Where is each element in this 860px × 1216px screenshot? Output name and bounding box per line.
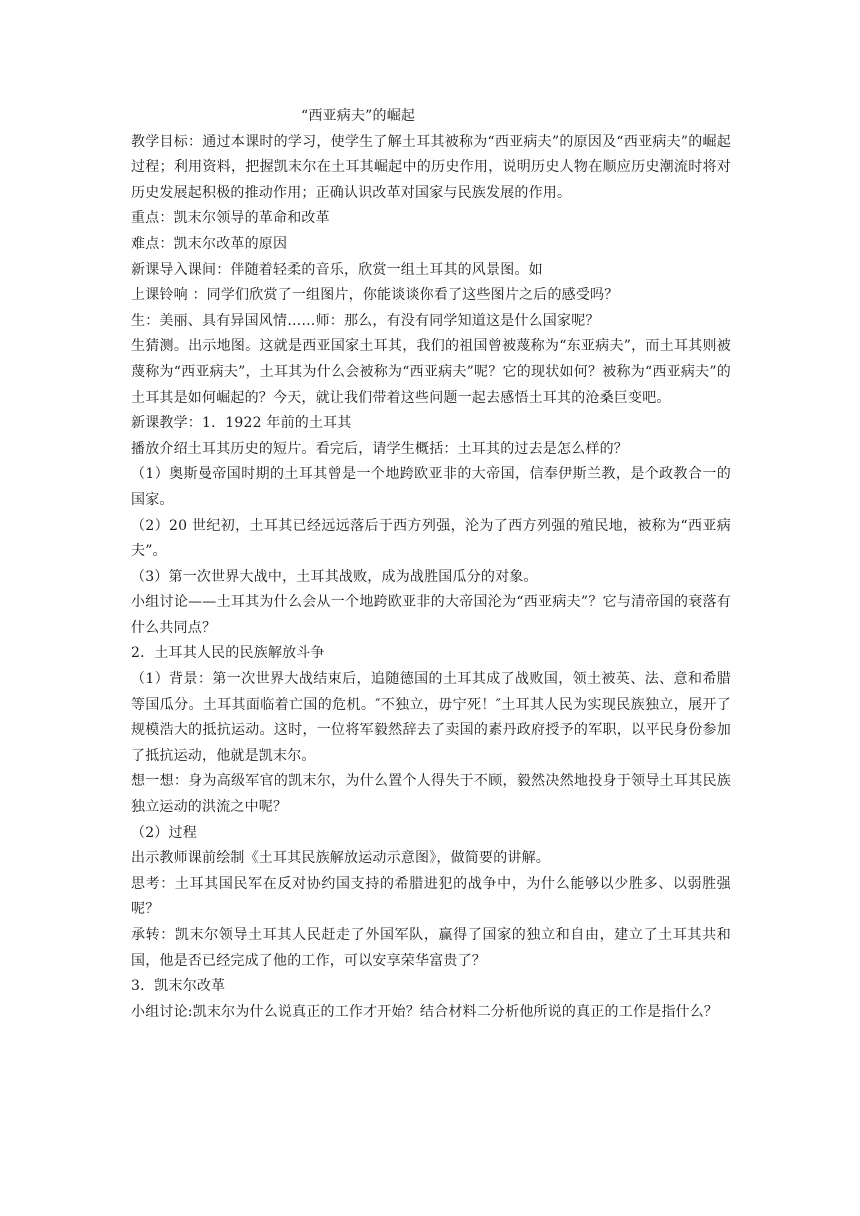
paragraph-objectives: 教学目标：通过本课时的学习，使学生了解土耳其被称为“西亚病夫”的原因及“西亚病夫”的崛起过程；利用资料，把握凯末尔在土耳其崛起中的历史作用，说明历史人物在顺应历史潮流时将对历史发展起积极的推动作用；正确认识改革对国家与民族发展的作用。 (131, 133, 731, 201)
document-body (131, 104, 731, 1025)
document-title: “西亚病夫”的崛起 (301, 108, 416, 124)
paragraph-point-3: （3）第一次世界大战中，土耳其战败，成为战胜国瓜分的对象。 (131, 568, 538, 585)
paragraph-transition: 承转：凯末尔领导土耳其人民赶走了外国军队，赢得了国家的独立和自由，建立了土耳其共和国，他是否已经完成了他的工作，可以安享荣华富贵了？ (131, 927, 731, 969)
paragraph-difficulty: 难点：凯末尔改革的原因 (131, 235, 288, 252)
paragraph-group-discussion: 小组讨论——土耳其为什么会从一个地跨欧亚非的大帝国沦为“西亚病夫”？它与清帝国的衰落有什么共同点？ (131, 594, 731, 636)
paragraph-point-2: （2）20 世纪初，土耳其已经远远落后于西方列强，沦为了西方列强的殖民地，被称为“西亚病夫”。 (131, 517, 731, 560)
paragraph-video: 播放介绍土耳其历史的短片。看完后，请学生概括：土耳其的过去是怎么样的？ (131, 440, 628, 457)
paragraph-section-3: 3．凯末尔改革 (131, 978, 226, 995)
paragraph-bell: 上课铃响 ：同学们欣赏了一组图片，你能谈谈你看了这些图片之后的感受吗？ (131, 287, 619, 304)
paragraph-think: 想一想：身为高级军官的凯末尔，为什么置个人得失于不顾，毅然决然地投身于领导土耳其民族独立运动的洪流之中呢？ (131, 773, 731, 816)
paragraph-intro: 新课导入课间：伴随着轻柔的音乐，欣赏一组土耳其的风景图。如 (131, 261, 543, 278)
paragraph-student-answer: 生：美丽、具有异国风情……师：那么，有没有同学知道这是什么国家呢？ (131, 312, 600, 329)
paragraph-background: （1）背景：第一次世界大战结束后，追随德国的土耳其成了战败国，领土被英、法、意和希腊等国瓜分。土耳其面临着亡国的危机。″不独立，毋宁死！″土耳其人民为实现民族独立，展开了规模浩大的抵抗运动。这时，一位将军毅然辞去了卖国的素丹政府授予的军职，以平民身份参加了抵抗运动，他就是凯末尔。 (131, 671, 731, 764)
paragraph-section-1: 新课教学：1．1922 年前的土耳其 (131, 415, 352, 432)
paragraph-point-1: （1）奥斯曼帝国时期的土耳其曾是一个地跨欧亚非的大帝国，信奉伊斯兰教，是个政教合一的国家。 (131, 466, 731, 508)
paragraph-process: （2）过程 (131, 824, 197, 841)
paragraph-guess: 生猜测。出示地图。这就是西亚国家土耳其，我们的祖国曾被蔑称为“东亚病夫”，而土耳其则被蔑称为“西亚病夫”，土耳其为什么会被称为“西亚病夫”呢？它的现状如何？被称为“西亚病夫”的土耳其是如何崛起的？今天，就让我们带着这些问题一起去感悟土耳其的沧桑巨变吧。 (131, 338, 731, 406)
paragraph-reflection: 思考：土耳其国民军在反对协约国支持的希腊进犯的战争中，为什么能够以少胜多、以弱胜强呢？ (131, 875, 731, 918)
paragraph-group-discussion-2: 小组讨论:凯末尔为什么说真正的工作才开始？结合材料二分析他所说的真正的工作是指什么？ (131, 1003, 719, 1020)
paragraph-map: 出示教师课前绘制《土耳其民族解放运动示意图》，做简要的讲解。 (131, 850, 550, 867)
paragraph-key-point: 重点：凯末尔领导的革命和改革 (131, 210, 330, 227)
paragraph-section-2: 2．土耳其人民的民族解放斗争 (131, 645, 325, 662)
